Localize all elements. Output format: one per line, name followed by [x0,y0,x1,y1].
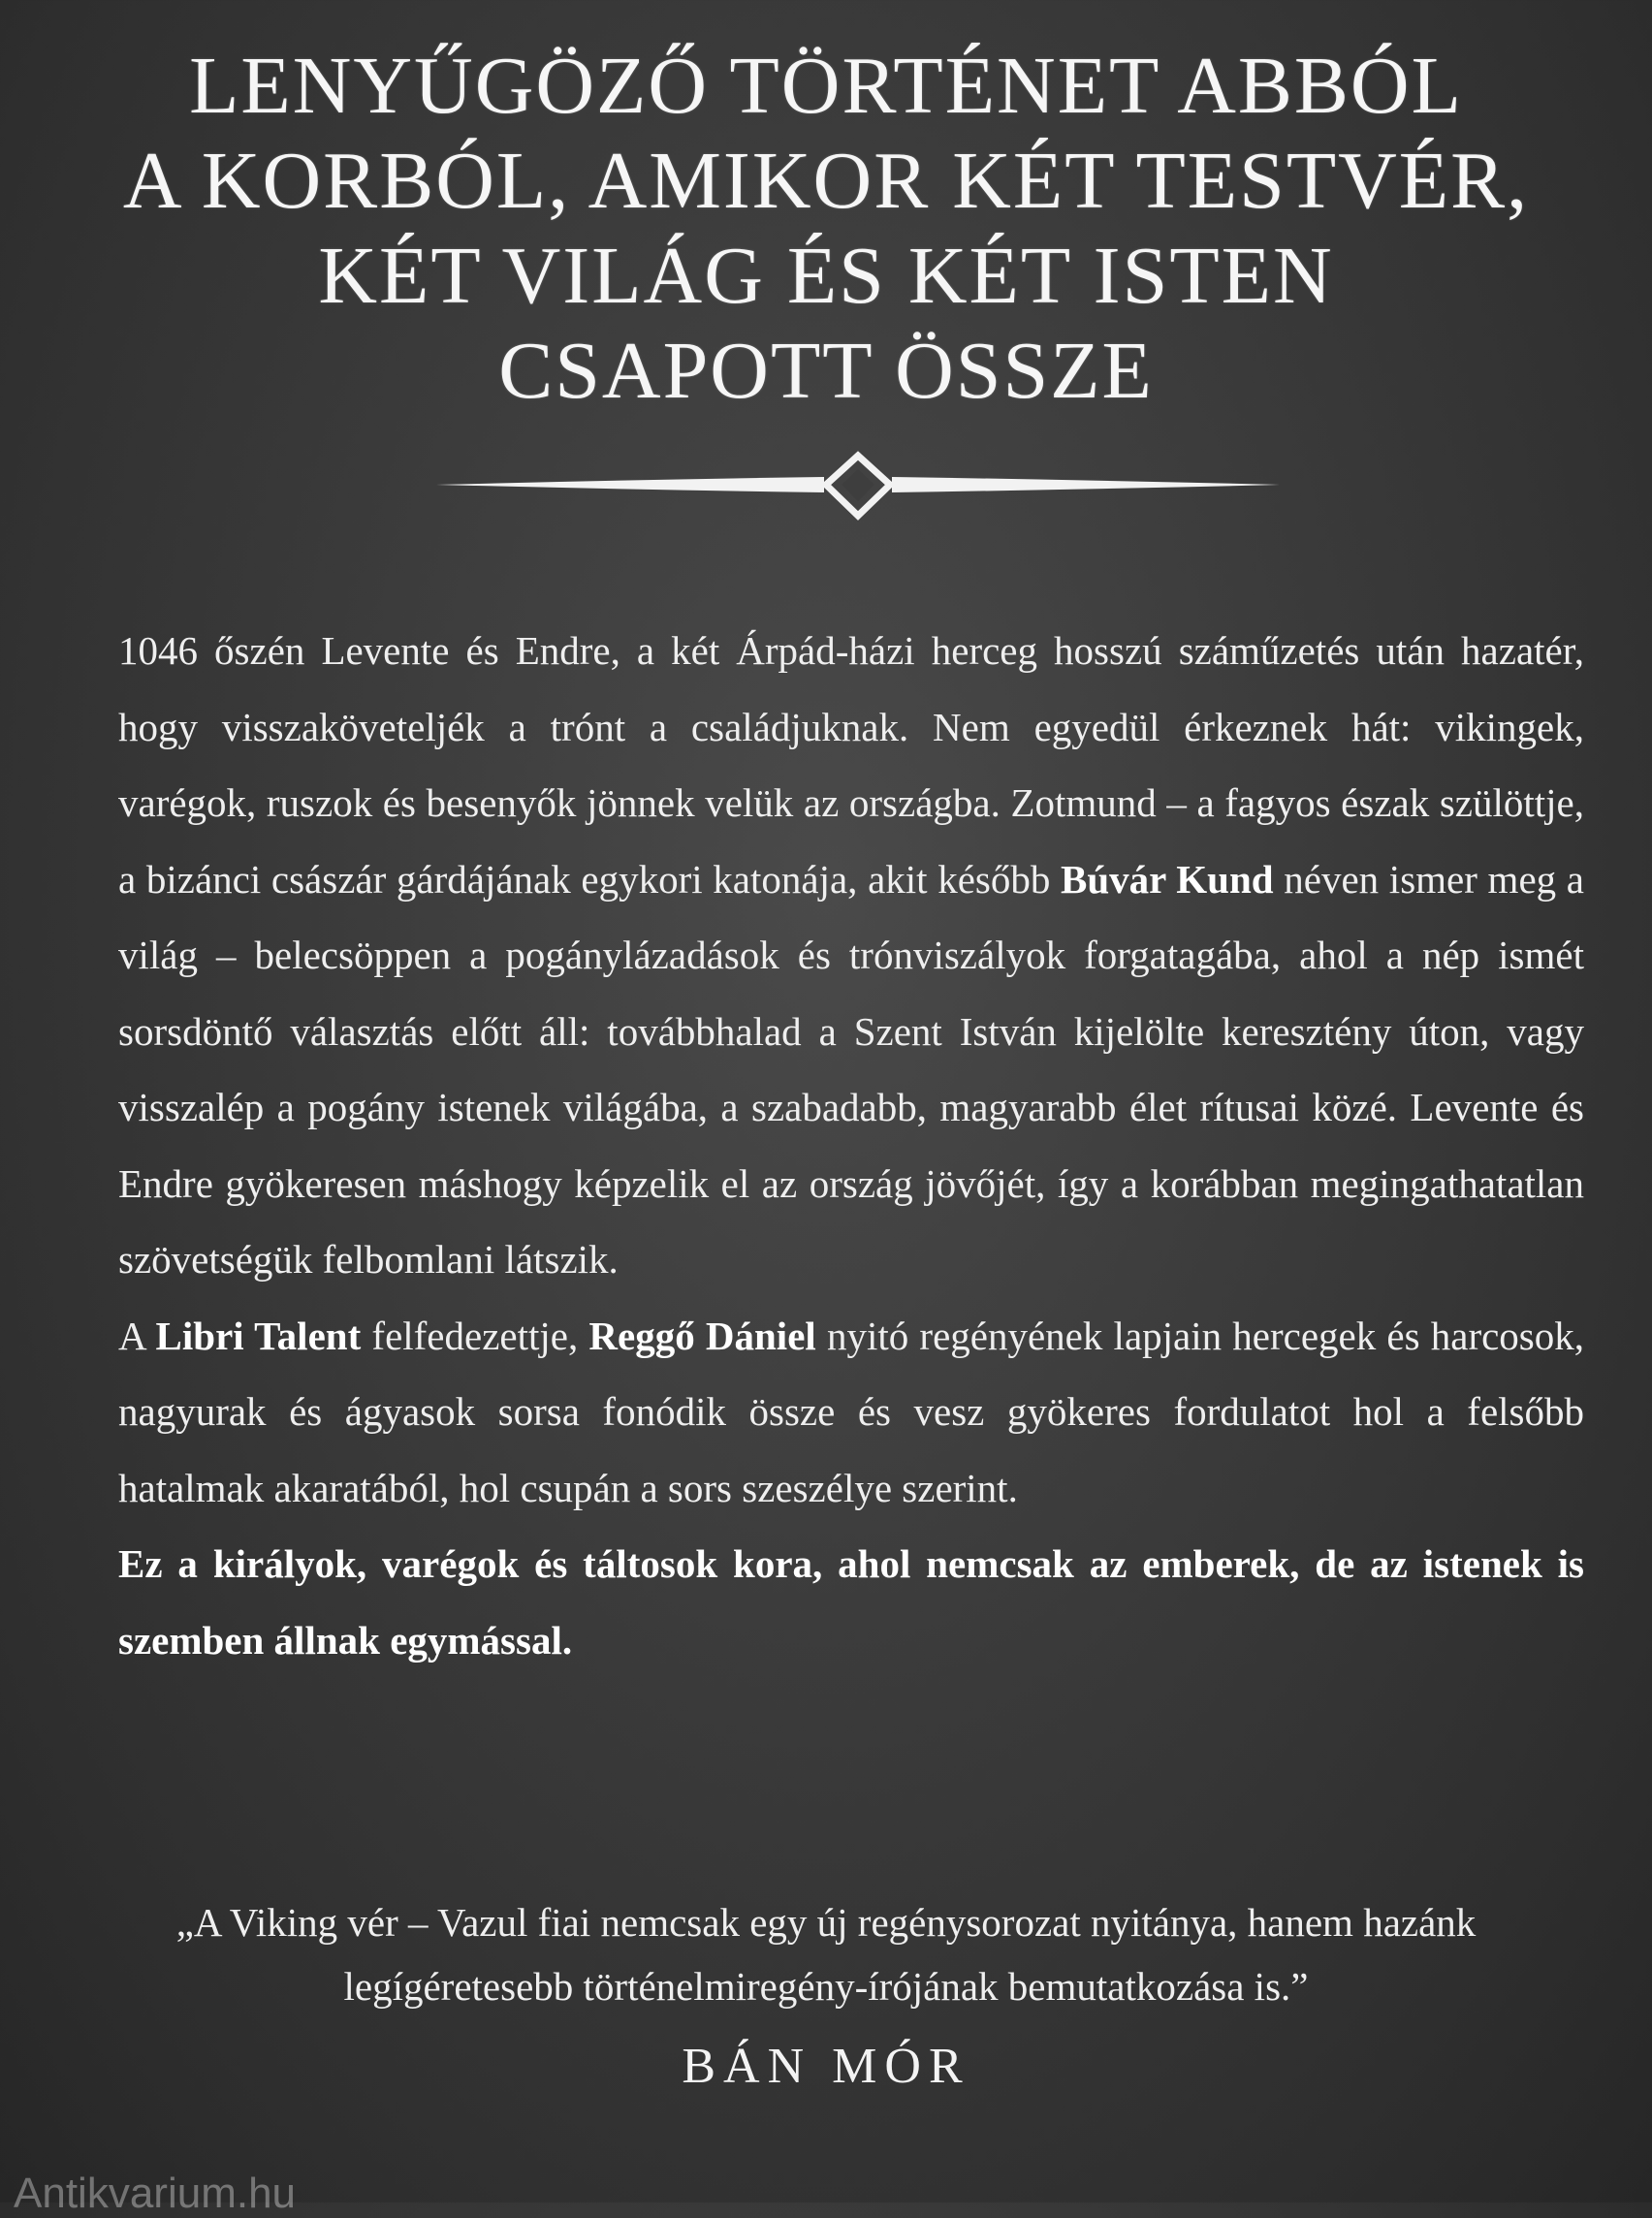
paragraph-1-text-b: néven ismer meg a világ – belecsöppen a pogánylázadások és trónviszályok forgatagába, ahol a nép ismét sorsdöntő választás előtt áll: továbbhalad a Szent István kijelölte keresztény úton, vagy visszalép a pogány istenek világába, a szabadabb, magyarabb élet rítusai közé. Levente és Endre gyökeresen máshogy képzelik el az ország jövőjét, így a korábban megingathatatlan szövetségük felbomlani látszik. [118,856,1584,1282]
character-name-bold: Búvár Kund [1061,856,1274,902]
paragraph-2-text-b: felfedezettje, [361,1313,589,1358]
watermark: Antikvarium.hu [14,2170,297,2217]
paragraph-2-text-c: nyitó regényének lapjain hercegek és harcosok, nagyurak és ágyasok sorsa fonódik össze és vesz gyökeres fordulatot hol a felsőbb hatalmak akaratából, hol csupán a sors szeszélye szerint. [118,1313,1585,1510]
headline-line-1: LENYŰGÖZŐ TÖRTÉNET ABBÓL [189,41,1463,131]
description-paragraph-1 [118,613,1584,1298]
quote-author: BÁN MÓR [682,2039,970,2094]
headline-line-2: A KORBÓL, AMIKOR KÉT TESTVÉR, [122,136,1530,226]
headline-line-4: CSAPOTT ÖSSZE [498,326,1154,416]
description-closing-line: Ez a királyok, varégok és táltosok kora, ahol nemcsak az emberek, de az istenek is szemben állnak egymással. [118,1541,1584,1663]
ornament-divider-icon [436,448,1280,525]
book-description [118,613,1584,1678]
headline-line-3: KÉT VILÁG ÉS KÉT ISTEN [318,231,1334,321]
paragraph-1-text-a: 1046 őszén Levente és Endre, a két Árpád-házi herceg hosszú száműzetés után hazatér, hogy visszaköveteljék a trónt a családjuknak. Nem egyedül érkeznek hát: vikingek, varégok, ruszok és besenyők jönnek velük az országba. Zotmund – a fagyos észak szülöttje, a bizánci császár gárdájának egykori katonája, akit később [118,628,1584,902]
description-paragraph-2 [118,1298,1584,1527]
author-name-bold: Reggő Dániel [588,1313,816,1358]
award-name-bold: Libri Talent [155,1313,362,1358]
paragraph-2-text-a: A [118,1313,156,1358]
review-quote: „A Viking vér – Vazul fiai nemcsak egy új regénysorozat nyitánya, hanem hazánk legígéretesebb történelmiregény-írójának bemutatkozása is.” [175,1900,1477,2009]
headline [0,39,1652,419]
